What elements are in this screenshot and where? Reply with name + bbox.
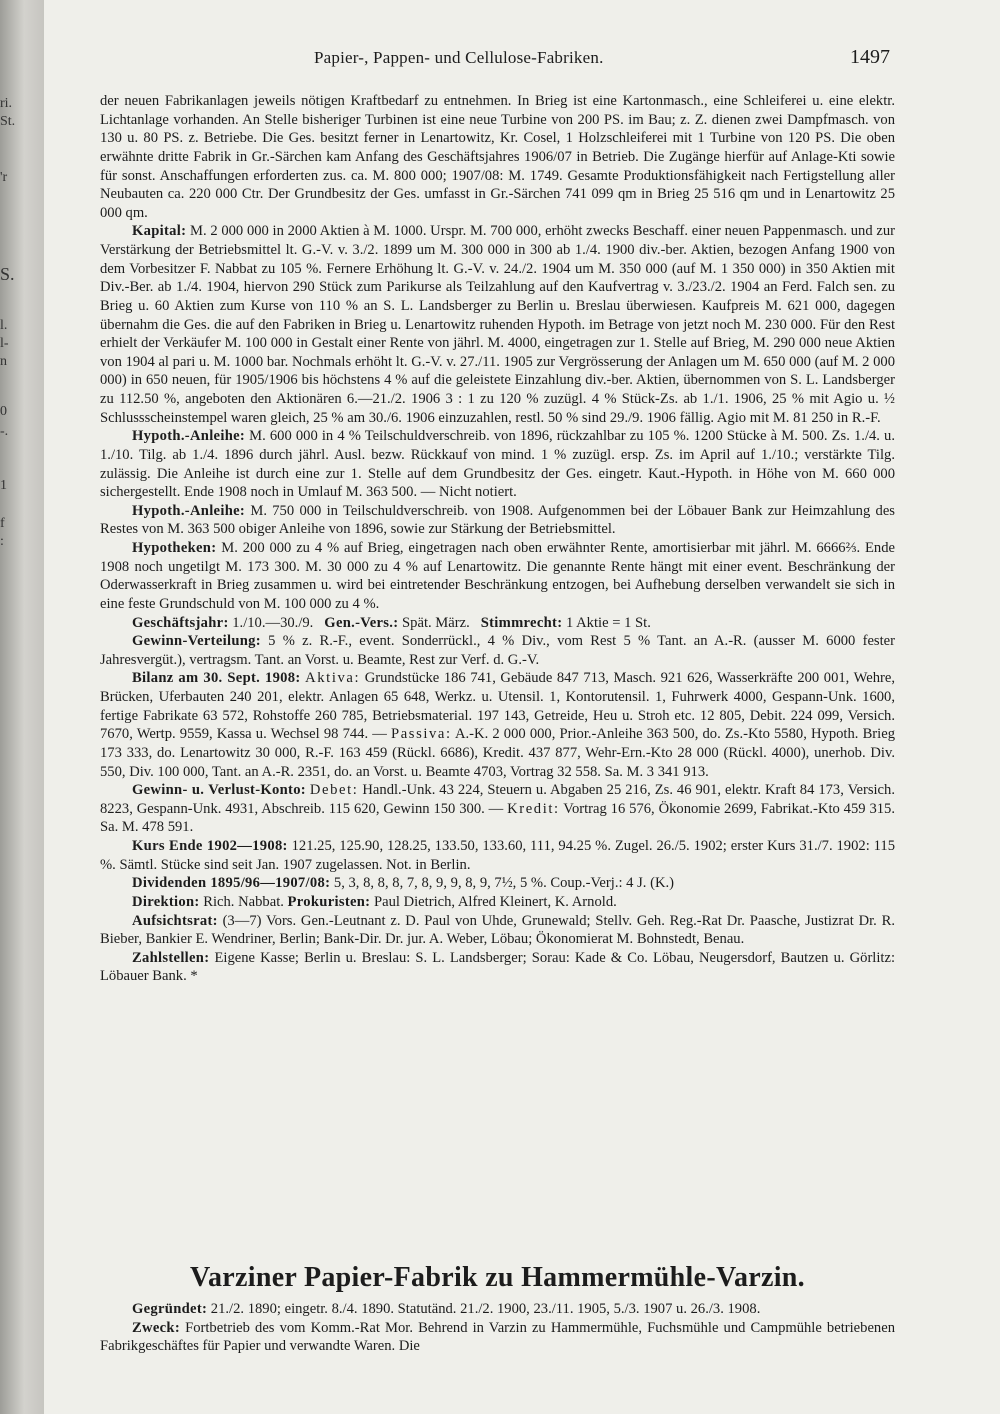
dividenden-label: Dividenden 1895/96—1907/08: [132,875,331,892]
company-heading: Varziner Papier-Fabrik zu Hammermühle-Varzin. [190,1262,805,1293]
running-head [102,46,890,70]
dividenden-text: 5, 3, 8, 8, 8, 7, 8, 9, 9, 8, 9, 7½, 5 %. Coup.-Verj.: 4 J. (K.) [330,875,674,892]
meta-line [100,614,895,633]
gegruendet-label: Gegründet: [132,1301,208,1317]
bilanz-label: Bilanz am 30. Sept. 1908: [132,670,301,687]
hypoth-anleihe-1896-paragraph [100,427,895,502]
kurse-label: Kurs Ende 1902—1908: [132,838,288,854]
kapital-paragraph [100,222,895,427]
zahlstellen-paragraph [100,949,895,986]
aufsichtsrat-paragraph [100,912,895,949]
gewinn-konto-paragraph [100,781,895,837]
zweck-paragraph [100,1319,895,1356]
hypotheken-paragraph [100,539,895,614]
margin-fragment: 0 [0,404,7,419]
zweck-text: Fortbetrieb des vom Komm.-Rat Mor. Behrend in Varzin zu Hammermühle, Fuchsmühle und Campmühle betriebenen Fabrikgeschäftes für Papier und verwandte Waren. Die [100,1319,895,1355]
gen-vers-label: Gen.-Vers.: [324,614,399,631]
dividenden-paragraph [100,874,895,893]
margin-fragment: n [0,354,7,369]
hypoth-anleihe-1908-paragraph [100,502,895,539]
passiva-text: A.-K. 2 000 000, Prior.-Anleihe 363 500, do. Zs.-Kto 5580, Hypoth. Brieg 173 333, do. Lenartowitz 30 000, R.-F. 163 459 (Rückl. 6686), Kredit. 437 877, Wehr-Ern.-Kto 28 000 (Rückl. 4000), unerhob. Div. 550, Div. 100 000, Tant. an A.-R. 2351, do. an Vorst. u. Beamte 4703, Vortrag 32 558. Sa. M. 3 341 913. [100,726,895,780]
bilanz-paragraph [100,669,895,781]
gegruendet-paragraph [100,1300,895,1319]
gegruendet-text: 21./2. 1890; eingetr. 8./4. 1890. Statutänd. 21./2. 1900, 23./11. 1905, 5./3. 1907 u. 26./3. 1908. [207,1301,761,1317]
intro-paragraph: der neuen Fabrikanlagen jeweils nötigen Kraftbedarf zu entnehmen. In Brieg ist eine Kartonmasch., eine Schleiferei u. eine elektr. Lichtanlage vorhanden. An Stelle bisheriger Turbinen ist eine neue Turbine von 200 PS. im Bau; z. Z. dienen zwei Dampfmasch. von 130 u. 80 PS. z. Betriebe. Die Ges. besitzt ferner in Lenartowitz, Kr. Cosel, 1 Holzschleiferei mit 1 Turbine von 120 PS. Die oben erwähnte dritte Fabrik in Gr.-Särchen kam Anfang des Geschäftsjahres 1906/07 in Betrieb. Die Zugänge hierfür auf Anlage-Kti sowie für sonst. Anschaffungen erforderten zus. ca. M. 800 000; 1907/08: M. 1749. Gesamte Produktionsfähigkeit nach Fertigstellung aller Neubauten ca. 220 000 Ctr. Der Grundbesitz der Ges. umfasst in Gr.-Särchen 741 099 qm in Brieg 25 516 qm und in Lenartowitz 25 000 qm. [100,93,895,221]
hypotheken-label: Hypotheken: [132,540,217,556]
passiva-label: Passiva: [391,726,452,743]
direktion-text: Rich. Nabbat. [199,893,288,910]
direktion-paragraph [100,893,895,912]
stimmrecht-label: Stimmrecht: [480,614,563,631]
stimmrecht-value: 1 Aktie = 1 St. [562,614,651,631]
kapital-text: M. 2 000 000 in 2000 Aktien à M. 1000. Urspr. M. 700 000, erhöht zwecks Beschaff. einer neuen Pappenmasch. und zur Verstärkung der Betriebsmittel lt. G.-V. v. 3./2. 1899 um M. 300 000 in 300 ab 1./4. 1900 div.-ber. Aktien, bezogen Anfang 1900 von dem Vorbesitzer F. Nabbat zu 105 %. Fernere Erhöhung lt. G.-V. v. 24./2. 1904 um M. 350 000 (auf M. 1 350 000) in 350 Aktien mit Div.-Ber. ab 1./4. 1904, hiervon 290 Stück zum Parikurse als Teilzahlung auf den Kaufvertrag v. 3./23./2. 1904 an Ferd. Falch sen. zu Brieg u. 60 Aktien zum Kurse von 110 % an S. L. Landsberger zu Berlin u. Breslau überwiesen. Kaufpreis M. 621 000, dagegen übernahm die Ges. die auf den Fabriken in Brieg u. Lenartowitz ruhenden Hypoth. im Betrage von jetzt noch M. 230 000. Für den Rest erhielt der Verkäufer M. 100 000 in Gestalt einer Rente von jährl. M. 4000, eingetragen zur 1. Stelle auf Brieg, M. 290 000 neue Aktien von 1904 al pari u. M. 1000 bar. Nochmals erhöht lt. G.-V. v. 27./11. 1905 zur Vergrösserung der Anlagen um M. 650 000 (auf M. 2 000 000) in 650 neuen, für 1905/1906 bis höchstens 4 % auf die geleistete Einzahlung div.-ber. Aktien, übernommen von S. L. Landsberger zu 112.50 %, angeboten den Aktionären 6.—21./2. 1906 3 : 1 zu 120 % zuzügl. 4 % Stück-Zs. ab 1./1. 1906, 25 % mit Agio u. ½ Schlussscheinstempel waren gleich, 25 % am 30./6. 1906 einzuzahlen, restl. 50 % sind 29./9. 1906 fällig. Agio mit M. 81 250 in R.-F. [100,223,895,426]
margin-fragment: -. [0,424,9,439]
running-title: Papier-, Pappen- und Cellulose-Fabriken. [314,48,604,67]
gewinn-verteilung-label: Gewinn-Verteilung: [132,633,261,650]
debet-label: Debet: [309,782,359,799]
margin-fragment: f [0,516,5,531]
margin-fragment: l- [0,336,9,351]
hypoth-anleihe-label: Hypoth.-Anleihe: [132,502,246,519]
kurse-paragraph [100,837,895,874]
geschaeftsjahr-value: 1./10.—30./9. [228,614,314,631]
hypoth-anleihe-text: M. 600 000 in 4 % Teilschuldverschreib. von 1896, rückzahlbar zu 105 %. 1200 Stücke à M. 500. Zs. 1./4. u. 1./10. Tilg. ab 1./4. 1896 durch jährl. Ausl. bezw. Rückkauf von mind. 1 % zuzügl. ersp. Zs. im April auf 1./10.; verstärkte Tilg. zulässig. Die Anleihe ist durch eine zur 1. Stelle auf dem Grundbesitz der Ges. eingetr. Kaut.-Hypoth. in Höhe von M. 660 000 sichergestellt. Ende 1908 noch in Umlauf M. 363 500. — Nicht notiert. [100,428,895,501]
debet-text: Handl.-Unk. 43 224, Steuern u. Abgaben 25 216, Zs. 46 901, elektr. Kraft 84 173, Versich. 8223, Gespann-Unk. 4931, Abschreib. 115 620, Gewinn 150 300. — [100,782,895,817]
kurse-text: 121.25, 125.90, 128.25, 133.50, 133.60, 111, 94.25 %. Zugel. 26./5. 1902; erster Kurs 31./7. 1902: 115 %. Sämtl. Stücke sind seit Jan. 1907 zugelassen. Not. in Berlin. [100,838,895,873]
kapital-label: Kapital: [132,223,187,240]
geschaeftsjahr-label: Geschäftsjahr: [132,614,229,631]
margin-fragment: : [0,534,4,549]
zahlstellen-label: Zahlstellen: [132,949,210,966]
hypotheken-text: M. 200 000 zu 4 % auf Brieg, eingetragen nach oben erwähnter Rente, amortisierbar mit jährl. M. 6666⅔. Ende 1908 noch ungetilgt M. 173 300. M. 30 000 zu 4 % auf Lenartowitz. Die genannte Rente hängt mit einer event. Beschränkung der Oderwasserkraft in Brieg zusammen u. wird bei eintretender Beschränkung entzogen, bei Aufhebung derselben verwandelt sie sich in eine feste Grundschuld von M. 100 000 zu 4 %. [100,540,895,612]
kredit-label: Kredit: [507,800,560,817]
aktiva-label: Aktiva: [305,670,361,687]
company-entry-body [100,92,895,986]
margin-fragment: St. [0,114,16,129]
margin-fragment: S. [0,264,15,284]
gen-vers-value: Spät. März. [398,614,470,631]
margin-fragment: ri. [0,96,13,111]
hypoth-anleihe-label: Hypoth.-Anleihe: [132,428,246,445]
margin-fragment: 'r [0,170,8,185]
company2-entry-body [100,1300,895,1356]
gewinn-konto-label: Gewinn- u. Verlust-Konto: [132,782,306,799]
direktion-label: Direktion: [132,893,200,910]
aktiva-text: Grundstücke 186 741, Gebäude 847 713, Masch. 921 626, Wasserkräfte 200 001, Wehre, Brücken, Uferbauten 240 201, elektr. Anlagen 65 648, Werkz. u. Utensil. 1, Kontorutensil. 1, Fuhrwerk 4000, Gespann-Unk. 1600, fertige Fabrikate 63 572, Rohstoffe 260 785, Betriebsmaterial. 197 143, Getreide, Heu u. Stroh etc. 12 805, Debit. 224 099, Versich. 7670, Wertp. 9559, Kassa u. Wechsel 98 744. — [100,670,896,743]
margin-fragment: l. [0,318,8,333]
page-number: 1497 [850,46,890,68]
prokuristen-label: Prokuristen: [287,893,371,910]
hypoth-anleihe-text: M. 750 000 in Teilschuldverschreib. von 1908. Aufgenommen bei der Löbauer Bank zur Heimzahlung des Restes von M. 363 500 obiger Anleihe von 1896, sowie zur Stärkung der Betriebsmittel. [100,502,895,538]
aufsichtsrat-text: (3—7) Vors. Gen.-Leutnant z. D. Paul von Uhde, Grunewald; Stellv. Geh. Reg.-Rat Dr. Paasche, Justizrat Dr. R. Bieber, Bankier E. Wendriner, Berlin; Bank-Dir. Dr. jur. A. Weber, Löbau; Ökonomierat M. Bohnstedt, Benau. [100,912,895,948]
aufsichtsrat-label: Aufsichtsrat: [132,912,218,929]
kredit-text: Vortrag 16 576, Ökonomie 2699, Fabrikat.-Kto 459 315. Sa. M. 478 591. [100,800,895,836]
zweck-label: Zweck: [132,1319,181,1336]
prokuristen-text: Paul Dietrich, Alfred Kleinert, K. Arnold. [370,893,617,910]
margin-fragment: 1 [0,478,7,493]
gewinn-verteilung-paragraph [100,632,895,669]
zahlstellen-text: Eigene Kasse; Berlin u. Breslau: S. L. Landsberger; Sorau: Kade & Co. Löbau, Neugersdorf, Bautzen u. Görlitz: Löbauer Bank. * [100,949,895,985]
left-page-edge [0,0,44,1414]
gewinn-verteilung-text: 5 % z. R.-F., event. Sonderrückl., 4 % Div., vom Rest 5 % Tant. an A.-R. (ausser M. 6000 fester Jahresvergüt.), vertragsm. Tant. an Vorst. u. Beamte, Rest zur Verf. d. G.-V. [100,633,895,668]
